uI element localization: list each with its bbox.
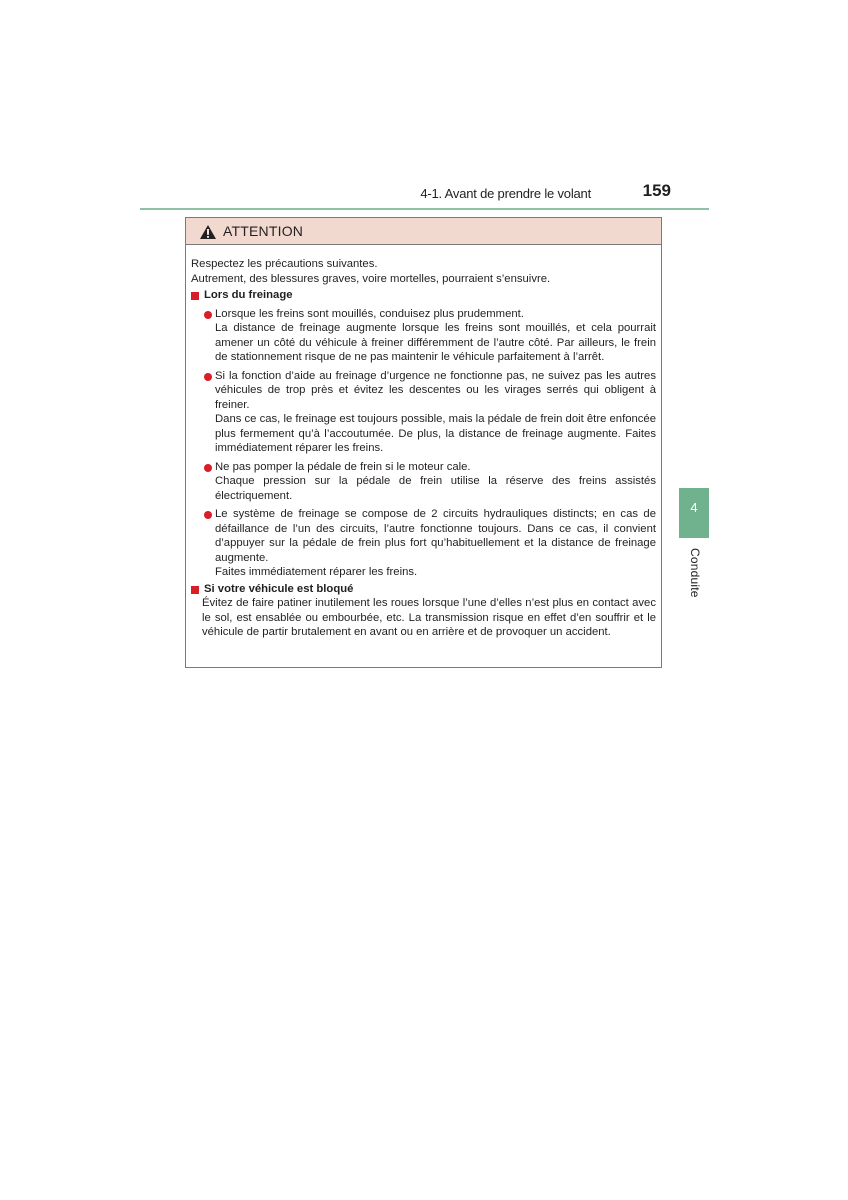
section-heading-text: Si votre véhicule est bloqué — [204, 582, 354, 595]
list-item-text: La distance de freinage augmente lorsque les freins sont mouillés, et cela pourrait amener un côté du véhicule à freiner différemment de l’autre côté. Par ailleurs, le frein de stationnement risque de ne pas maintenir le véhicule parfaitement à l’arrêt. — [215, 322, 656, 363]
section-heading-stuck-vehicle — [191, 582, 656, 597]
list-item — [191, 307, 656, 365]
chapter-label: Conduite — [688, 548, 702, 598]
page-number: 159 — [642, 181, 671, 200]
intro-line: Autrement, des blessures graves, voire mortelles, pourraient s’ensuivre. — [191, 272, 551, 285]
list-item — [191, 369, 656, 456]
list-item-text: Chaque pression sur la pédale de frein utilise la réserve des freins assistés électriquement. — [215, 475, 656, 502]
chapter-tab — [679, 488, 709, 538]
red-square-icon — [191, 292, 199, 300]
red-bullet-icon — [204, 311, 212, 319]
section-heading-braking — [191, 288, 656, 303]
list-item-text: Dans ce cas, le freinage est toujours possible, mais la pédale de frein doit être enfoncée plus fermement qu’à l’accoutumée. De plus, la distance de freinage augmente. Faites immédiatement réparer les freins. — [215, 413, 656, 454]
list-item-lead: Si la fonction d’aide au freinage d’urgence ne fonctionne pas, ne suivez pas les autres véhicules de trop près et évitez les descentes ou les virages serrés qui obligent à freiner. — [215, 369, 656, 411]
red-bullet-icon — [204, 464, 212, 472]
section-title: 4-1. Avant de prendre le volant — [420, 186, 591, 201]
warning-box — [185, 217, 662, 668]
red-bullet-icon — [204, 511, 212, 519]
list-item-lead: Le système de freinage se compose de 2 circuits hydrauliques distincts; en cas de défaillance de l’un des circuits, l’autre fonctionne toujours. Dans ce cas, il convient d’appuyer sur la pédale de frein plus fort qu’habituellement et la distance de freinage augmente. — [215, 508, 656, 564]
intro-line: Respectez les précautions suivantes. — [191, 258, 378, 270]
red-bullet-icon — [204, 373, 212, 381]
warning-content — [186, 245, 661, 640]
chapter-number: 4 — [690, 500, 698, 515]
warning-triangle-icon — [199, 224, 217, 240]
section-body-text: Évitez de faire patiner inutilement les roues lorsque l’une d’elles n’est plus en contact avec le sol, est ensablée ou embourbée, etc. La transmission risque en effet d’en souffrir et le véhicule de partir brutalement en avant ou en arrière et de provoquer un accident. — [202, 597, 656, 638]
list-item-lead: Ne pas pomper la pédale de frein si le moteur cale. — [215, 460, 471, 473]
list-item — [191, 507, 656, 580]
warning-header — [186, 218, 661, 245]
list-item-text: Faites immédiatement réparer les freins. — [215, 566, 418, 578]
section-heading-text: Lors du freinage — [204, 289, 293, 301]
list-item — [191, 460, 656, 504]
red-square-icon — [191, 586, 199, 594]
list-item-lead: Lorsque les freins sont mouillés, conduisez plus prudemment. — [215, 307, 524, 320]
warning-title: ATTENTION — [223, 223, 304, 239]
page-header — [140, 178, 709, 210]
